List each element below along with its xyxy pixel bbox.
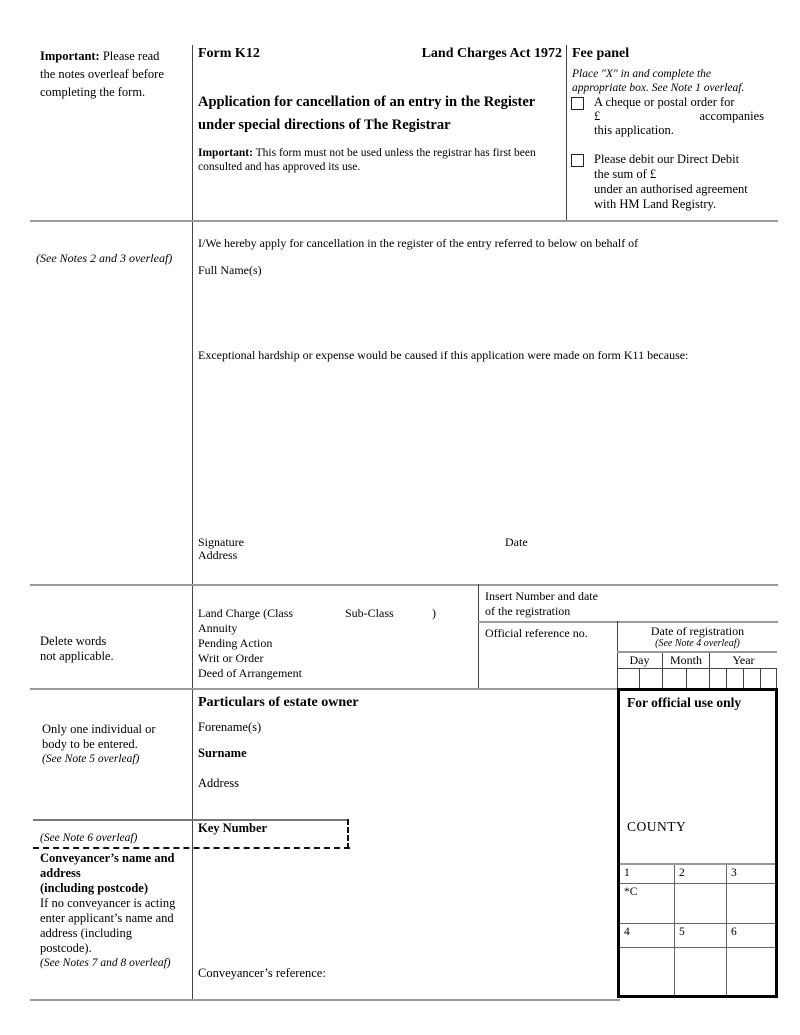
section-line-3 <box>30 688 620 690</box>
only-one-line1: Only one individual or <box>42 722 156 736</box>
form-title: Application for cancellation of an entry in the Register under special directions of The Registrar <box>198 94 535 133</box>
conveyancer-bold1: Conveyancer’s name and <box>40 851 175 865</box>
official-cell-blank-1[interactable] <box>675 884 727 924</box>
header-important-note <box>198 146 566 174</box>
official-cell-starc[interactable]: *C <box>620 884 675 924</box>
apply-text: I/We hereby apply for cancellation in the register of the entry referred to below on behalf of <box>198 236 639 250</box>
official-cell-blank-2[interactable] <box>727 884 775 924</box>
divider-left-column <box>192 45 193 999</box>
see-notes-7-8: (See Notes 7 and 8 overleaf) <box>40 957 171 969</box>
conveyancer-bold3: (including postcode) <box>40 881 149 895</box>
header-important-label: Important: <box>198 147 253 159</box>
section-line-1 <box>30 220 778 222</box>
important-label: Important: <box>40 49 100 63</box>
cheque-checkbox[interactable] <box>571 97 584 110</box>
see-note-5: (See Note 5 overleaf) <box>42 753 140 765</box>
date-of-registration-title: Date of registration <box>650 624 745 638</box>
land-charge-row <box>198 606 448 621</box>
signature-label: Signature <box>198 535 244 549</box>
pound-sign: £ <box>594 109 601 123</box>
fee-instruction-line1: Place "X" in and complete the <box>572 68 711 80</box>
section-line-bottom <box>30 999 620 1001</box>
estate-address-label: Address <box>198 776 239 790</box>
hardship-text: Exceptional hardship or expense would be caused if this application were made on form K11 because: <box>198 348 689 362</box>
conveyancer-line5: enter applicant’s name and <box>40 911 174 925</box>
official-reference-label: Official reference no. <box>485 626 588 640</box>
month-cell-2[interactable] <box>687 669 710 688</box>
direct-debit-option <box>594 152 774 212</box>
surname-label: Surname <box>198 746 247 760</box>
official-cell-5[interactable]: 5 <box>675 924 727 948</box>
conveyancer-reference-label: Conveyancer’s reference: <box>198 966 326 980</box>
official-use-grid <box>620 863 775 995</box>
county-label: COUNTY <box>627 819 687 834</box>
cheque-accompanies: accompanies <box>699 109 764 123</box>
header-important-rest: This form must not be used unless the registrar has first been <box>252 147 536 159</box>
dd-line3: under an authorised agreement <box>594 182 748 196</box>
month-cell-1[interactable] <box>663 669 687 688</box>
dd-line4: with HM Land Registry. <box>594 197 717 211</box>
fee-panel-title: Fee panel <box>572 46 630 61</box>
day-cell-2[interactable] <box>640 669 663 688</box>
key-number-dashed-bottom <box>33 847 350 849</box>
important-rest: Please read <box>99 49 160 63</box>
see-note-4: (See Note 4 overleaf) <box>655 638 740 649</box>
month-header: Month <box>663 653 710 668</box>
see-note-6: (See Note 6 overleaf) <box>40 832 138 844</box>
only-one-line2: body to be entered. <box>42 737 138 751</box>
only-one-note <box>42 722 156 767</box>
delete-words-line2: not applicable. <box>40 649 114 663</box>
insert-number-line2: of the registration <box>485 604 571 618</box>
year-cell-3[interactable] <box>744 669 761 688</box>
key-number-box[interactable] <box>192 821 347 847</box>
official-cell-blank-4[interactable] <box>675 948 727 995</box>
year-cell-1[interactable] <box>710 669 727 688</box>
cheque-option <box>594 95 764 137</box>
conveyancer-bold2: address <box>40 866 81 880</box>
official-use-box <box>617 688 778 998</box>
year-cell-2[interactable] <box>727 669 744 688</box>
line-under-insert-number <box>478 621 778 623</box>
charge-option-deed: Deed of Arrangement <box>198 666 302 680</box>
conveyancer-note <box>40 851 192 971</box>
official-cell-6[interactable]: 6 <box>727 924 775 948</box>
charge-option-annuity: Annuity <box>198 621 238 635</box>
insert-number-note <box>485 589 598 619</box>
fee-panel-instruction <box>572 67 744 95</box>
direct-debit-checkbox[interactable] <box>571 154 584 167</box>
land-charge-label: Land Charge (Class <box>198 606 294 620</box>
dd-line1: Please debit our Direct Debit <box>594 152 740 166</box>
day-header: Day <box>617 653 663 668</box>
key-number-label: Key Number <box>198 821 268 835</box>
official-cell-1[interactable]: 1 <box>620 865 675 884</box>
date-label: Date <box>505 535 528 549</box>
see-notes-2-3: (See Notes 2 and 3 overleaf) <box>36 251 173 265</box>
cheque-amount-row <box>594 109 764 123</box>
conveyancer-line4: If no conveyancer is acting <box>40 896 176 910</box>
insert-number-line1: Insert Number and date <box>485 589 598 603</box>
full-names-label: Full Name(s) <box>198 263 262 277</box>
form-number: Form K12 <box>198 46 260 61</box>
delete-words-note <box>40 634 114 664</box>
official-cell-blank-5[interactable] <box>727 948 775 995</box>
year-cell-4[interactable] <box>761 669 777 688</box>
official-cell-3[interactable]: 3 <box>727 865 775 884</box>
charge-option-writ-or-order: Writ or Order <box>198 651 264 665</box>
key-number-dashed-right <box>347 819 349 849</box>
official-use-title: For official use only <box>627 695 742 710</box>
delete-words-line1: Delete words <box>40 634 107 648</box>
official-cell-blank-3[interactable] <box>620 948 675 995</box>
year-header: Year <box>732 653 755 667</box>
cheque-line1: A cheque or postal order for <box>594 95 735 109</box>
official-cell-4[interactable]: 4 <box>620 924 675 948</box>
section-line-2 <box>30 584 778 586</box>
sub-class-label: Sub-Class <box>345 606 394 620</box>
day-cell-1[interactable] <box>617 669 640 688</box>
close-paren: ) <box>432 606 436 620</box>
address-label: Address <box>198 548 238 562</box>
left-important-note <box>40 47 164 101</box>
conveyancer-line7: postcode). <box>40 941 92 955</box>
dmy-header-row <box>617 651 777 669</box>
charge-option-pending-action: Pending Action <box>198 636 273 650</box>
act-title: Land Charges Act 1972 <box>421 46 562 61</box>
important-line3: completing the form. <box>40 85 146 99</box>
fee-instruction-line2: appropriate box. See Note 1 overleaf. <box>572 82 745 94</box>
dmy-cells-row <box>617 669 777 688</box>
dd-line2: the sum of £ <box>594 167 657 181</box>
important-line2: the notes overleaf before <box>40 67 164 81</box>
conveyancer-line6: address (including <box>40 926 132 940</box>
header-important-line2: consulted and has approved its use. <box>198 161 361 173</box>
cheque-line3: this application. <box>594 123 674 137</box>
divider-registration-panel <box>478 584 479 690</box>
forenames-label: Forename(s) <box>198 720 262 734</box>
estate-owner-title: Particulars of estate owner <box>198 695 359 710</box>
header-row <box>198 46 562 62</box>
official-cell-2[interactable]: 2 <box>675 865 727 884</box>
